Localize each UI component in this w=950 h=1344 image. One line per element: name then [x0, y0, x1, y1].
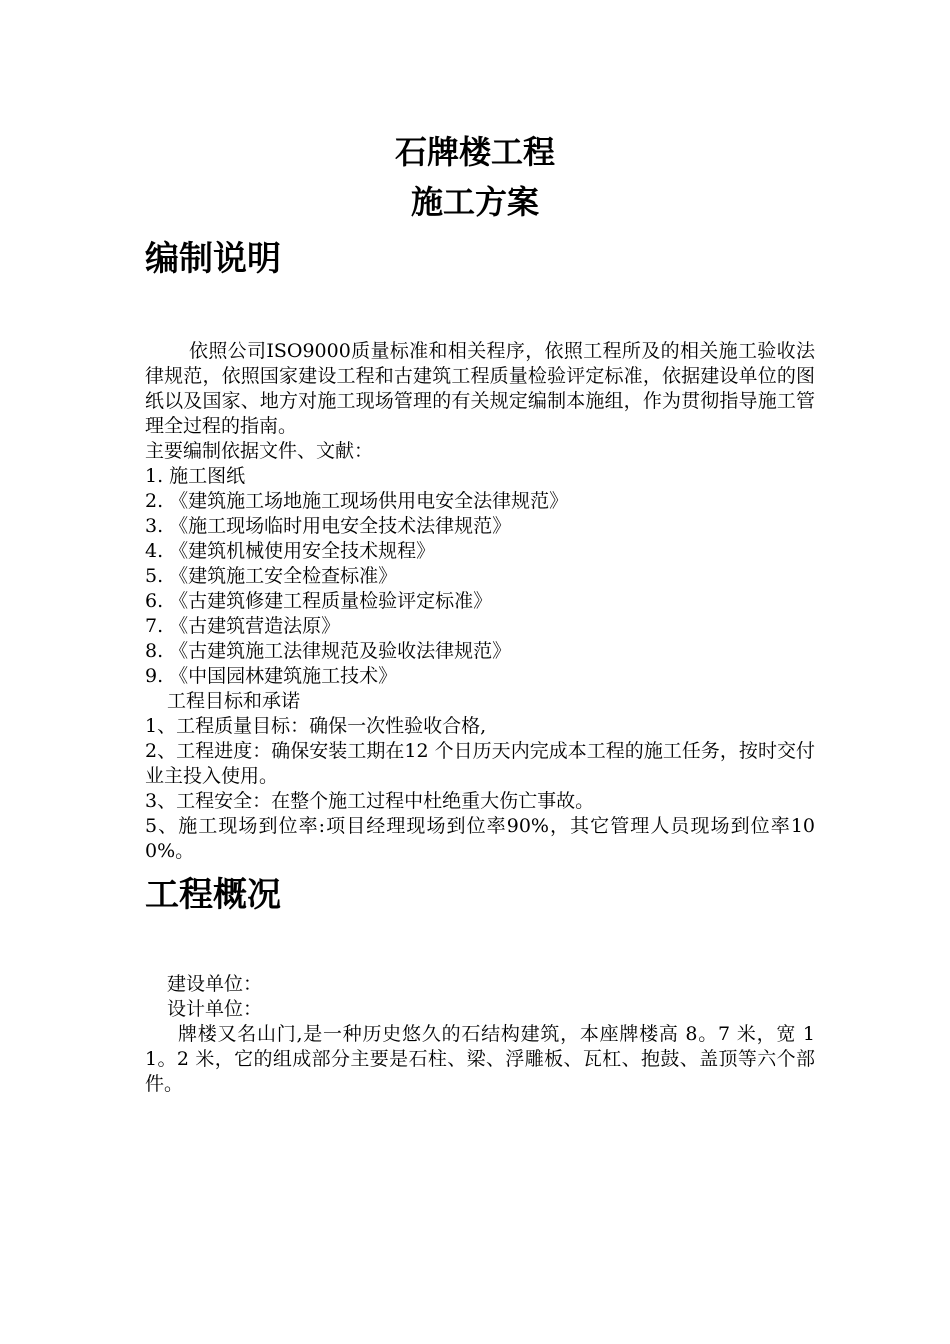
- design-unit-line: 设计单位：: [167, 998, 263, 1020]
- construction-unit-line: 建设单位：: [167, 973, 263, 995]
- description-paragraph: [145, 1022, 815, 1097]
- basis-item: 1. 施工图纸: [145, 465, 246, 487]
- goal-item: 5、施工现场到位率:项目经理现场到位率90%，其它管理人员现场到位率100%。: [145, 815, 815, 862]
- document-title: 石牌楼工程: [394, 133, 555, 171]
- goal-item: 3、工程安全：在整个施工过程中杜绝重大伤亡事故。: [145, 790, 595, 812]
- section-body-overview: [145, 972, 815, 1097]
- section-heading-compilation: 编制说明: [145, 239, 281, 279]
- document-subtitle: 施工方案: [410, 183, 539, 221]
- basis-item: 8. 《古建筑施工法律规范及验收法律规范》: [145, 640, 512, 662]
- basis-item: 3. 《施工现场临时用电安全技术法律规范》: [145, 515, 512, 537]
- description-text: 牌楼又名山门,是一种历史悠久的石结构建筑，本座牌楼高 8。7 米，宽 11。2 米，它的组成部分主要是石柱、梁、浮雕板、瓦杠、抱鼓、盖顶等六个部件。: [145, 1023, 815, 1095]
- basis-item: 2. 《建筑施工场地施工现场供用电安全法律规范》: [145, 490, 569, 512]
- section-heading-overview: 工程概况: [145, 875, 281, 915]
- goal-item: 2、工程进度：确保安装工期在12 个日历天内完成本工程的施工任务，按时交付业主投入使用。: [145, 740, 815, 787]
- basis-item: 9. 《中国园林建筑施工技术》: [145, 665, 398, 687]
- section-body-compilation: [145, 339, 815, 864]
- basis-item: 7. 《古建筑营造法原》: [145, 615, 341, 637]
- basis-item: 6. 《古建筑修建工程质量检验评定标准》: [145, 590, 493, 612]
- basis-label: 主要编制依据文件、文献：: [145, 440, 374, 462]
- goal-item: 1、工程质量目标：确保一次性验收合格,: [145, 715, 487, 737]
- goals-label: 工程目标和承诺: [167, 690, 301, 712]
- basis-item: 5. 《建筑施工安全检查标准》: [145, 565, 398, 587]
- intro-paragraph: 依照公司ISO9000质量标准和相关程序，依照工程所及的相关施工验收法律规范，依照国家建设工程和古建筑工程质量检验评定标准，依据建设单位的图纸以及国家、地方对施工现场管理的有关规定编制本施组，作为贯彻指导施工管理全过程的指南。: [145, 340, 815, 437]
- basis-item: 4. 《建筑机械使用安全技术规程》: [145, 540, 436, 562]
